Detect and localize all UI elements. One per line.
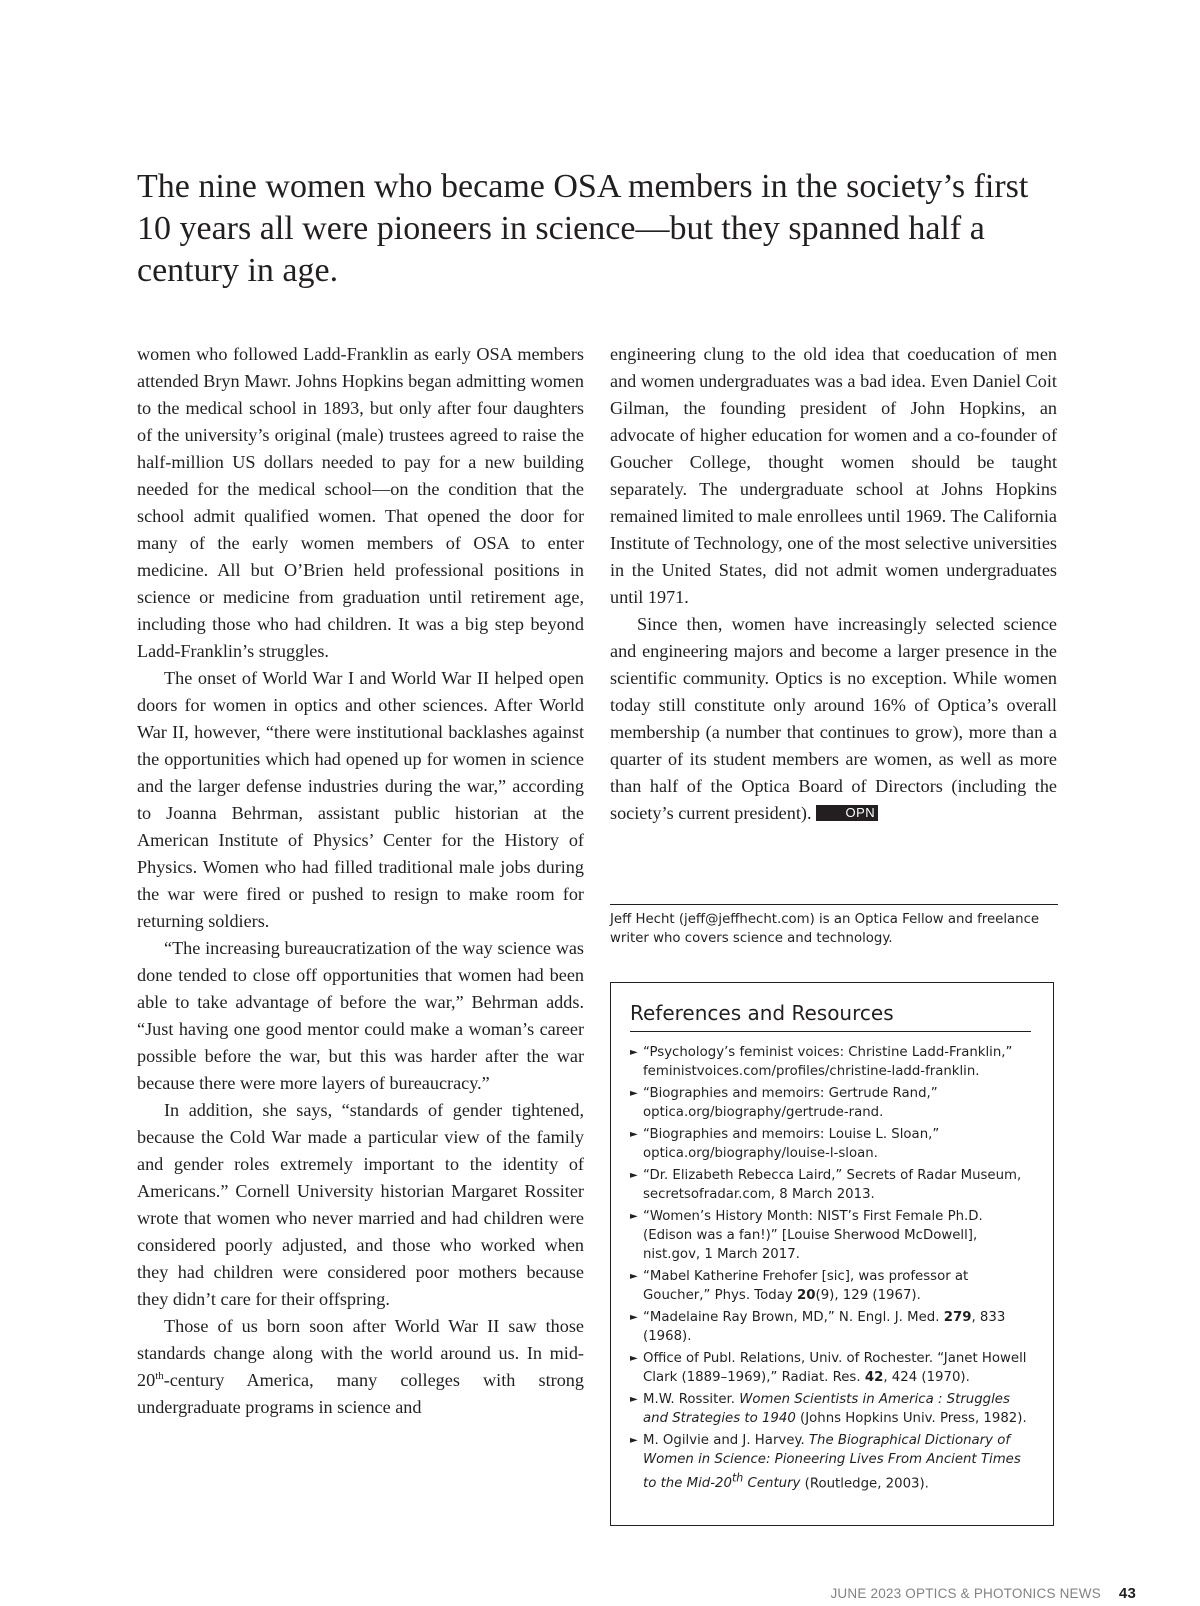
reference-text: “Madelaine Ray Brown, MD,” N. Engl. J. Med. <box>643 1310 944 1325</box>
reference-text: “Psychology’s feminist voices: Christine Ladd-Franklin,” feministvoices.com/profiles/christine-ladd-franklin. <box>643 1045 1013 1079</box>
body-paragraph: engineering clung to the old idea that coeducation of men and women undergraduates was a bad idea. Even Daniel Coit Gilman, the founding president of John Hopkins, an advocate of higher education for women and a co-founder of Goucher College, thought women should be taught separately. The undergraduate school at Johns Hopkins remained limited to male enrollees until 1969. The California Institute of Technology, one of the most selective universities in the United States, did not admit women undergraduates until 1971. <box>610 344 1057 607</box>
left-column <box>137 341 584 1421</box>
reference-item <box>630 1349 1035 1387</box>
body-paragraph <box>137 1313 584 1421</box>
reference-text: “Women’s History Month: NIST’s First Female Ph.D. (Edison was a fan!)” [Louise Sherwood McDowell], nist.gov, 1 March 2017. <box>643 1209 983 1262</box>
references-list <box>630 1043 1035 1496</box>
triangle-bullet-icon: ► <box>630 1211 638 1222</box>
reference-text: “Biographies and memoirs: Louise L. Sloan,” optica.org/biography/louise-l-sloan. <box>643 1127 940 1161</box>
references-box <box>610 982 1054 1526</box>
reference-item <box>630 1308 1035 1346</box>
reference-text: “Biographies and memoirs: Gertrude Rand,” optica.org/biography/gertrude-rand. <box>643 1086 938 1120</box>
reference-item <box>630 1267 1035 1305</box>
book-title-text: The Biographical Dictionary of Women in Science: Pioneering Lives From Ancient Times to the Mid-20 <box>643 1433 1021 1492</box>
triangle-bullet-icon: ► <box>630 1170 638 1181</box>
author-bio: Jeff Hecht (jeff@jeffhecht.com) is an Optica Fellow and freelance writer who covers science and technology. <box>610 912 1040 946</box>
superscript: th <box>155 1369 164 1382</box>
author-divider <box>610 904 1058 905</box>
page-number: 43 <box>1118 1585 1136 1602</box>
right-column <box>610 341 1057 827</box>
reference-text: “Dr. Elizabeth Rebecca Laird,” Secrets of Radar Museum, secretsofradar.com, 8 March 2013. <box>643 1168 1022 1202</box>
pull-quote: The nine women who became OSA members in the society’s first 10 years all were pioneers in science—but they spanned half a century in age. <box>137 168 1029 289</box>
triangle-bullet-icon: ► <box>630 1435 638 1446</box>
opn-end-mark: OPN <box>816 805 879 821</box>
triangle-bullet-icon: ► <box>630 1312 638 1323</box>
body-paragraph <box>610 611 1057 827</box>
triangle-bullet-icon: ► <box>630 1088 638 1099</box>
reference-text: Office of Publ. Relations, Univ. of Rochester. “Janet Howell Clark (1889–1969),” Radiat. Res. <box>643 1351 1027 1385</box>
reference-text: (Johns Hopkins Univ. Press, 1982). <box>795 1411 1027 1426</box>
triangle-bullet-icon: ► <box>630 1129 638 1140</box>
page-footer <box>830 1585 1136 1603</box>
reference-item <box>630 1431 1035 1493</box>
reference-text: (9), 129 (1967). <box>815 1288 921 1303</box>
reference-item <box>630 1207 1035 1264</box>
volume-number: 42 <box>864 1370 884 1385</box>
triangle-bullet-icon: ► <box>630 1394 638 1405</box>
reference-item <box>630 1390 1035 1428</box>
volume-number: 20 <box>796 1288 816 1303</box>
triangle-bullet-icon: ► <box>630 1047 638 1058</box>
reference-text: M. Ogilvie and J. Harvey. <box>643 1433 809 1448</box>
body-paragraph: “The increasing bureaucratization of the way science was done tended to close off opportunities that women had been able to take advantage of before the war,” Behrman adds. “Just having one good mentor could make a woman’s career possible before the war, but this was harder after the war because there were more layers of bureaucracy.” <box>137 938 584 1093</box>
reference-item <box>630 1043 1035 1081</box>
book-title: Women Scientists in America : Struggles and Strategies to 1940 <box>643 1392 1010 1426</box>
volume-number: 279 <box>943 1310 972 1325</box>
paragraph-text: -century America, many colleges with strong undergraduate programs in science and <box>137 1370 584 1417</box>
references-title: References and Resources <box>630 999 1031 1032</box>
triangle-bullet-icon: ► <box>630 1353 638 1364</box>
reference-text: M.W. Rossiter. <box>643 1392 740 1407</box>
reference-text: “Mabel Katherine Frehofer [sic], was professor at Goucher,” Phys. Today <box>643 1269 969 1303</box>
superscript: th <box>731 1472 744 1485</box>
body-paragraph: In addition, she says, “standards of gender tightened, because the Cold War made a particular view of the family and gender roles extremely important to the identity of Americans.” Cornell University historian Margaret Rossiter wrote that women who never married and had children were considered poorly adjusted, and those who worked when they had children were considered poor mothers because they didn’t care for their offspring. <box>137 1100 584 1309</box>
paragraph-text: Since then, women have increasingly selected science and engineering majors and become a larger presence in the scientific community. Optics is no exception. While women today still constitute only around 16% of Optica’s overall membership (a number that continues to grow), more than a quarter of its student members are women, as well as more than half of the Optica Board of Directors (including the society’s current president). <box>610 614 1057 823</box>
book-title-text: Century <box>743 1476 801 1492</box>
reference-item <box>630 1084 1035 1122</box>
body-paragraph: women who followed Ladd-Franklin as early OSA members attended Bryn Mawr. Johns Hopkins began admitting women to the medical school in 1893, but only after four daughters of the university’s original (male) trustees agreed to raise the half-million US dollars needed to pay for a new building needed for the medical school—on the condition that the school admit qualified women. That opened the door for many of the early women members of OSA to enter medicine. All but O’Brien held professional positions in science or medicine from graduation until retirement age, including those who had children. It was a big step beyond Ladd-Franklin’s struggles. <box>137 344 584 661</box>
paragraph-text: Those of us born soon after World War II saw those standards change along with the world around us. In mid-20 <box>137 1316 584 1390</box>
issue-label: JUNE 2023 OPTICS & PHOTONICS NEWS <box>830 1586 1101 1601</box>
reference-text: (Routledge, 2003). <box>800 1476 929 1492</box>
reference-text: , 833 (1968). <box>643 1310 1006 1344</box>
triangle-bullet-icon: ► <box>630 1271 638 1282</box>
body-paragraph: The onset of World War I and World War II helped open doors for women in optics and other sciences. After World War II, however, “there were institutional backlashes against the opportunities which had opened up for women in science and the larger defense industries during the war,” according to Joanna Behrman, assistant public historian at the American Institute of Physics’ Center for the History of Physics. Women who had filled traditional male jobs during the war were fired or pushed to resign to make room for returning soldiers. <box>137 668 584 931</box>
reference-item <box>630 1166 1035 1204</box>
reference-text: , 424 (1970). <box>883 1370 970 1385</box>
reference-item <box>630 1125 1035 1163</box>
